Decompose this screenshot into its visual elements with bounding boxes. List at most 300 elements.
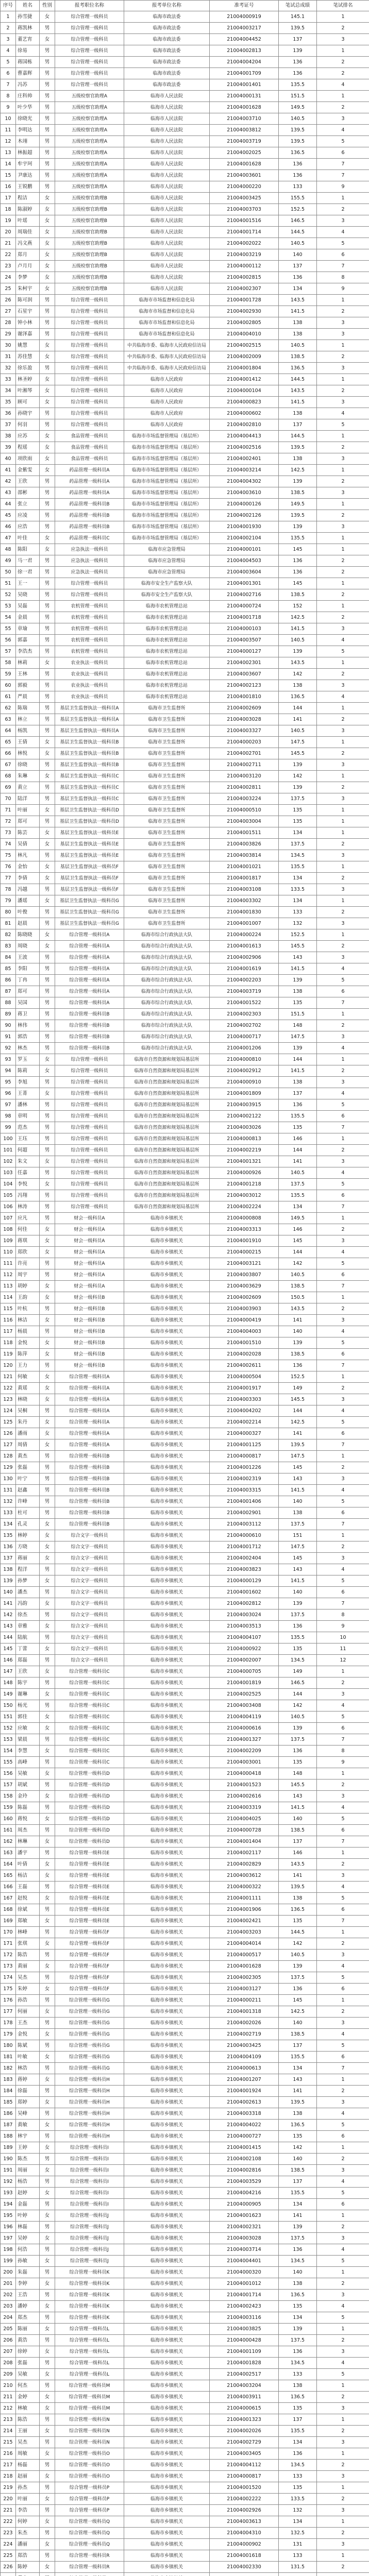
cell-name: 林涛 bbox=[16, 1201, 40, 1213]
cell-index: 34 bbox=[1, 385, 16, 397]
table-row bbox=[1, 1530, 369, 1541]
cell-rank: 3 bbox=[317, 793, 369, 805]
cell-score: 137 bbox=[279, 261, 317, 272]
table-row bbox=[1, 2335, 369, 2346]
cell-unit: 临海市人民法院 bbox=[124, 261, 210, 272]
cell-ticket: 21004003629 bbox=[210, 1281, 279, 1292]
cell-name: 杨晨 bbox=[16, 1326, 40, 1337]
cell-gender: 男 bbox=[40, 793, 55, 805]
cell-score: 137.5 bbox=[279, 839, 317, 850]
cell-name: 何浩 bbox=[16, 2244, 40, 2256]
cell-score: 134.5 bbox=[279, 2460, 317, 2471]
cell-ticket: 21004003719 bbox=[210, 986, 279, 997]
cell-index: 113 bbox=[1, 1281, 16, 1292]
cell-unit: 临海市乡镇机关 bbox=[124, 2063, 210, 2074]
cell-rank: 7 bbox=[317, 1916, 369, 1927]
cell-index: 25 bbox=[1, 283, 16, 295]
cell-ticket: 21004002609 bbox=[210, 1292, 279, 1303]
cell-rank: 1 bbox=[317, 827, 369, 839]
cell-gender: 男 bbox=[40, 1677, 55, 1689]
cell-score: 140 bbox=[279, 1326, 317, 1337]
cell-index: 173 bbox=[1, 1961, 16, 1972]
table-row bbox=[1, 2018, 369, 2029]
cell-index: 110 bbox=[1, 1247, 16, 1258]
cell-rank: 4 bbox=[317, 1405, 369, 1417]
cell-position: 药品管理一级科员B bbox=[55, 510, 124, 521]
cell-ticket: 21004000428 bbox=[210, 2335, 279, 2346]
cell-ticket: 21004003004 bbox=[210, 816, 279, 827]
cell-unit: 临海市政法委 bbox=[124, 68, 210, 79]
cell-position: 基层卫生监督执法一级科员E bbox=[55, 839, 124, 850]
table-row bbox=[1, 1734, 369, 1745]
cell-score: 137.5 bbox=[279, 1519, 317, 1530]
cell-score: 137 bbox=[279, 2414, 317, 2426]
table-row bbox=[1, 215, 369, 227]
cell-unit: 临海市农机管理总站 bbox=[124, 623, 210, 635]
table-row bbox=[1, 793, 369, 805]
cell-score: 136 bbox=[279, 272, 317, 283]
cell-index: 122 bbox=[1, 1383, 16, 1394]
cell-unit: 临海市人民法院 bbox=[124, 159, 210, 170]
cell-index: 54 bbox=[1, 612, 16, 623]
cell-rank: 1 bbox=[317, 703, 369, 714]
cell-unit: 中共临海市委、临海市人民政府信访局 bbox=[124, 340, 210, 351]
cell-index: 23 bbox=[1, 261, 16, 272]
cell-position: 综合管理一级科员H bbox=[55, 2131, 124, 2142]
cell-index: 156 bbox=[1, 1768, 16, 1780]
cell-rank: 2 bbox=[317, 748, 369, 759]
cell-index: 38 bbox=[1, 431, 16, 442]
cell-score: 141.5 bbox=[279, 623, 317, 635]
cell-index: 153 bbox=[1, 1734, 16, 1745]
cell-ticket: 21004003001 bbox=[210, 1757, 279, 1768]
table-row bbox=[1, 1780, 369, 1791]
cell-ticket: 21004002711 bbox=[210, 759, 279, 771]
cell-unit: 临海市乡镇机关 bbox=[124, 1337, 210, 1349]
cell-rank: 2 bbox=[317, 442, 369, 453]
table-row bbox=[1, 2312, 369, 2324]
cell-position: 综合管理一级科员 bbox=[55, 1179, 124, 1190]
cell-position: 综合管理一级科员C bbox=[55, 1734, 124, 1745]
cell-score: 144 bbox=[279, 1689, 317, 1700]
cell-rank: 2 bbox=[317, 1859, 369, 1870]
cell-unit: 临海市政法委 bbox=[124, 11, 210, 23]
table-row bbox=[1, 1405, 369, 1417]
cell-name: 金怡 bbox=[16, 861, 40, 873]
cell-unit: 临海市乡镇机关 bbox=[124, 1904, 210, 1916]
cell-name: 孙梦 bbox=[16, 1575, 40, 1587]
cell-index: 220 bbox=[1, 2494, 16, 2505]
table-row bbox=[1, 623, 369, 635]
cell-name: 吴敏 bbox=[16, 1768, 40, 1780]
cell-index: 6 bbox=[1, 68, 16, 79]
cell-rank: 4 bbox=[317, 1043, 369, 1054]
cell-name: 郑磊 bbox=[16, 1655, 40, 1666]
cell-ticket: 21004000808 bbox=[210, 1213, 279, 1224]
cell-position: 综合管理一级科员N bbox=[55, 2414, 124, 2426]
table-body bbox=[1, 11, 369, 2576]
cell-name: 黄瑶 bbox=[16, 1383, 40, 1394]
table-row bbox=[1, 1337, 369, 1349]
cell-gender: 女 bbox=[40, 1723, 55, 1734]
cell-gender: 男 bbox=[40, 1564, 55, 1575]
table-row bbox=[1, 1961, 369, 1972]
cell-name: 曹嘉辉 bbox=[16, 68, 40, 79]
cell-name: 杨凯 bbox=[16, 725, 40, 737]
cell-ticket: 21004003313 bbox=[210, 1224, 279, 1235]
cell-position: 基层卫生监督执法一级科员C bbox=[55, 771, 124, 782]
cell-gender: 女 bbox=[40, 1814, 55, 1825]
cell-unit: 临海市卫生监督所 bbox=[124, 771, 210, 782]
cell-index: 80 bbox=[1, 907, 16, 918]
cell-unit: 临海市乡镇机关 bbox=[124, 1814, 210, 1825]
table-row bbox=[1, 2528, 369, 2539]
table-row bbox=[1, 1247, 369, 1258]
cell-unit: 临海市农机管理总站 bbox=[124, 635, 210, 646]
cell-name: 林磊 bbox=[16, 2222, 40, 2233]
cell-rank: 1 bbox=[317, 805, 369, 816]
cell-name: 马一君 bbox=[16, 555, 40, 567]
table-row bbox=[1, 1609, 369, 1621]
cell-name: 许亮 bbox=[16, 1258, 40, 1269]
cell-name: 潘雨 bbox=[16, 1428, 40, 1439]
cell-gender: 男 bbox=[40, 1122, 55, 1133]
table-row bbox=[1, 533, 369, 544]
table-row bbox=[1, 941, 369, 952]
table-row bbox=[1, 1927, 369, 1938]
cell-gender: 男 bbox=[40, 2380, 55, 2392]
cell-position: 综合管理一级科员C bbox=[55, 1700, 124, 1711]
table-row bbox=[1, 1723, 369, 1734]
cell-index: 108 bbox=[1, 1224, 16, 1235]
cell-name: 应敏 bbox=[16, 1723, 40, 1734]
cell-score: 138.5 bbox=[279, 2165, 317, 2176]
cell-ticket: 21004000817 bbox=[210, 2471, 279, 2482]
cell-score: 133 bbox=[279, 907, 317, 918]
cell-unit: 临海市乡镇机关 bbox=[124, 2482, 210, 2494]
cell-index: 199 bbox=[1, 2256, 16, 2267]
cell-ticket: 21004002906 bbox=[210, 952, 279, 963]
cell-score: 134 bbox=[279, 2199, 317, 2210]
cell-name: 何丽 bbox=[16, 2006, 40, 2018]
cell-rank: 3 bbox=[317, 317, 369, 329]
cell-gender: 男 bbox=[40, 567, 55, 578]
cell-ticket: 21004002829 bbox=[210, 1859, 279, 1870]
cell-name: 郑月 bbox=[16, 249, 40, 261]
table-row bbox=[1, 2482, 369, 2494]
cell-unit: 临海市卫生监督所 bbox=[124, 759, 210, 771]
cell-ticket: 21004004010 bbox=[210, 329, 279, 340]
cell-ticket: 21004000220 bbox=[210, 181, 279, 193]
cell-score: 145 bbox=[279, 1462, 317, 1473]
cell-ticket: 21004002812 bbox=[210, 1598, 279, 1609]
cell-unit: 临海市市场监督管理局（基层所） bbox=[124, 533, 210, 544]
cell-name: 陈阳 bbox=[16, 544, 40, 555]
table-row bbox=[1, 2108, 369, 2120]
table-row bbox=[1, 2460, 369, 2471]
cell-unit: 临海市乡镇机关 bbox=[124, 1394, 210, 1405]
table-row bbox=[1, 2131, 369, 2142]
cell-score: 139 bbox=[279, 782, 317, 793]
cell-name: 何敏 bbox=[16, 1371, 40, 1383]
cell-rank bbox=[317, 2573, 369, 2576]
table-row bbox=[1, 159, 369, 170]
cell-index: 91 bbox=[1, 1031, 16, 1043]
cell-name: 林立 bbox=[16, 714, 40, 725]
cell-index: 14 bbox=[1, 159, 16, 170]
cell-unit: 临海市卫生监督所 bbox=[124, 827, 210, 839]
cell-name: 潘瑶 bbox=[16, 895, 40, 907]
cell-rank: 4 bbox=[317, 1167, 369, 1179]
cell-score: 144.5 bbox=[279, 374, 317, 385]
cell-gender: 女 bbox=[40, 2346, 55, 2358]
cell-name: 周晓 bbox=[16, 941, 40, 952]
cell-index: 90 bbox=[1, 1020, 16, 1031]
cell-position: 综合管理一级科员 bbox=[55, 589, 124, 601]
cell-ticket: 21004002117 bbox=[210, 1848, 279, 1859]
cell-name: 吴杰 bbox=[16, 2437, 40, 2448]
cell-unit: 临海市乡镇机关 bbox=[124, 1643, 210, 1655]
cell-ticket: 21004002330 bbox=[210, 2562, 279, 2573]
table-row bbox=[1, 442, 369, 453]
table-row bbox=[1, 2097, 369, 2108]
cell-index: 82 bbox=[1, 929, 16, 941]
table-row bbox=[1, 499, 369, 510]
table-row bbox=[1, 2550, 369, 2562]
cell-position: 综合文字一级科员 bbox=[55, 1553, 124, 1564]
cell-ticket: 21004000705 bbox=[210, 1666, 279, 1677]
cell-unit: 临海市乡镇机关 bbox=[124, 1405, 210, 1417]
cell-ticket: 21004002701 bbox=[210, 748, 279, 759]
cell-ticket: 21004001628 bbox=[210, 102, 279, 113]
cell-score: 135 bbox=[279, 2403, 317, 2414]
cell-position: 综合管理一级科员D bbox=[55, 1836, 124, 1848]
cell-ticket: 21004000322 bbox=[210, 1882, 279, 1893]
cell-score: 138 bbox=[279, 680, 317, 691]
cell-rank: 7 bbox=[317, 1201, 369, 1213]
cell-position: 综合管理一级科员I bbox=[55, 2142, 124, 2154]
cell-name: 郑可 bbox=[16, 816, 40, 827]
cell-gender: 女 bbox=[40, 1745, 55, 1757]
cell-position: 综合管理一级科员 bbox=[55, 1122, 124, 1133]
cell-gender: 女 bbox=[40, 2324, 55, 2335]
cell-rank: 6 bbox=[317, 1269, 369, 1281]
cell-rank: 1 bbox=[317, 1009, 369, 1020]
cell-score: 152.5 bbox=[279, 204, 317, 215]
cell-position: 综合文字一级科员 bbox=[55, 1643, 124, 1655]
cell-name: 梁晨 bbox=[16, 1734, 40, 1745]
cell-name: 林婷 bbox=[16, 1530, 40, 1541]
cell-unit: 临海市乡镇机关 bbox=[124, 1677, 210, 1689]
table-row bbox=[1, 1088, 369, 1099]
cell-name: 林莉 bbox=[16, 657, 40, 669]
table-row bbox=[1, 1587, 369, 1598]
cell-unit: 临海市乡镇机关 bbox=[124, 2414, 210, 2426]
cell-ticket: 21004004204 bbox=[210, 57, 279, 68]
cell-ticket: 21004001404 bbox=[210, 1836, 279, 1848]
cell-index: 27 bbox=[1, 306, 16, 317]
cell-position: 综合管理一级科员 bbox=[55, 1099, 124, 1111]
cell-unit: 临海市人民法院 bbox=[124, 125, 210, 136]
cell-unit: 临海市乡镇机关 bbox=[124, 1371, 210, 1383]
cell-ticket: 21004003812 bbox=[210, 125, 279, 136]
cell-index: 132 bbox=[1, 1496, 16, 1507]
cell-name: 黄丽 bbox=[16, 1961, 40, 1972]
cell-name: 徐乐盈 bbox=[16, 363, 40, 374]
cell-gender: 男 bbox=[40, 476, 55, 487]
cell-score: 137 bbox=[279, 34, 317, 45]
cell-unit: 临海市乡镇机关 bbox=[124, 1848, 210, 1859]
cell-position: 综合管理一级科员H bbox=[55, 2108, 124, 2120]
cell-gender: 女 bbox=[40, 1156, 55, 1167]
cell-unit: 临海市乡镇机关 bbox=[124, 2301, 210, 2312]
cell-position: 综合管理一级科员B bbox=[55, 1519, 124, 1530]
cell-rank: 2 bbox=[317, 1938, 369, 1950]
cell-index: 109 bbox=[1, 1235, 16, 1247]
cell-gender: 男 bbox=[40, 2312, 55, 2324]
cell-position: 基层卫生监督执法一级科员F bbox=[55, 884, 124, 895]
cell-name: 孙浩 bbox=[16, 1995, 40, 2006]
cell-name: 应苏 bbox=[16, 431, 40, 442]
cell-score: 143 bbox=[279, 1473, 317, 1485]
cell-unit: 临海市人民法院 bbox=[124, 181, 210, 193]
cell-gender: 男 bbox=[40, 317, 55, 329]
cell-name: 李倩 bbox=[16, 873, 40, 884]
cell-ticket: 21004001012 bbox=[210, 2278, 279, 2290]
cell-ticket: 21004001406 bbox=[210, 1496, 279, 1507]
cell-index: 116 bbox=[1, 1315, 16, 1326]
cell-index: 40 bbox=[1, 453, 16, 465]
cell-score: 144 bbox=[279, 1145, 317, 1156]
table-row bbox=[1, 1700, 369, 1711]
cell-index: 117 bbox=[1, 1326, 16, 1337]
cell-gender: 女 bbox=[40, 2074, 55, 2086]
table-row bbox=[1, 1507, 369, 1519]
cell-rank: 3 bbox=[317, 623, 369, 635]
cell-name: 黄敏 bbox=[16, 2120, 40, 2131]
table-header bbox=[1, 1, 369, 11]
cell-unit: 临海市卫生监督所 bbox=[124, 793, 210, 805]
cell-unit: 临海市乡镇机关 bbox=[124, 1258, 210, 1269]
cell-index: 99 bbox=[1, 1122, 16, 1133]
cell-name: 徐易 bbox=[16, 45, 40, 57]
cell-rank: 4 bbox=[317, 635, 369, 646]
cell-index: 112 bbox=[1, 1269, 16, 1281]
cell-unit: 临海市农机管理总站 bbox=[124, 691, 210, 703]
cell-ticket: 21004000419 bbox=[210, 1315, 279, 1326]
cell-score: 132 bbox=[279, 918, 317, 929]
cell-position: 综合管理一级科员R bbox=[55, 2550, 124, 2562]
cell-position: 综合管理一级科员C bbox=[55, 1745, 124, 1757]
cell-position: 综合管理一级科员L bbox=[55, 2346, 124, 2358]
cell-rank: 3 bbox=[317, 1473, 369, 1485]
table-row bbox=[1, 1190, 369, 1201]
cell-position: 财会一级科员B bbox=[55, 1303, 124, 1315]
table-row bbox=[1, 1791, 369, 1802]
cell-unit: 临海市乡镇机关 bbox=[124, 1553, 210, 1564]
cell-score: 141 bbox=[279, 1315, 317, 1326]
cell-unit: 临海市乡镇机关 bbox=[124, 1870, 210, 1882]
cell-rank: 4 bbox=[317, 408, 369, 419]
cell-gender: 男 bbox=[40, 170, 55, 181]
cell-name: 李旭 bbox=[16, 1077, 40, 1088]
cell-index: 41 bbox=[1, 465, 16, 476]
cell-index: 154 bbox=[1, 1745, 16, 1757]
cell-rank: 3 bbox=[317, 1553, 369, 1564]
cell-score: 136 bbox=[279, 2244, 317, 2256]
table-row bbox=[1, 1360, 369, 1371]
cell-gender: 女 bbox=[40, 374, 55, 385]
cell-score: 146 bbox=[279, 1848, 317, 1859]
cell-index: 29 bbox=[1, 329, 16, 340]
cell-ticket: 21004001623 bbox=[210, 2210, 279, 2222]
cell-rank: 6 bbox=[317, 1587, 369, 1598]
table-row bbox=[1, 1836, 369, 1848]
cell-name: 陈浩 bbox=[16, 1950, 40, 1961]
cell-index: 111 bbox=[1, 1258, 16, 1269]
cell-index: 98 bbox=[1, 1111, 16, 1122]
cell-rank: 7 bbox=[317, 159, 369, 170]
cell-ticket: 21004003303 bbox=[210, 1394, 279, 1405]
cell-gender: 男 bbox=[40, 1077, 55, 1088]
cell-position: 财会一级科员B bbox=[55, 1292, 124, 1303]
table-row bbox=[1, 2188, 369, 2199]
cell-rank: 6 bbox=[317, 1428, 369, 1439]
cell-gender: 女 bbox=[40, 249, 55, 261]
cell-score: 138 bbox=[279, 2108, 317, 2120]
cell-position: 综合管理一级科员H bbox=[55, 2074, 124, 2086]
cell-index: 211 bbox=[1, 2392, 16, 2403]
cell-rank: 1 bbox=[317, 2324, 369, 2335]
cell-score: 134 bbox=[279, 283, 317, 295]
cell-index: 129 bbox=[1, 1462, 16, 1473]
cell-position: 综合管理一级科员B bbox=[55, 1043, 124, 1054]
table-row bbox=[1, 1315, 369, 1326]
cell-ticket: 21004001804 bbox=[210, 363, 279, 374]
table-row bbox=[1, 1451, 369, 1462]
cell-score: 131.5 bbox=[279, 2562, 317, 2573]
cell-position: 综合管理一级科员G bbox=[55, 2006, 124, 2018]
cell-index: 87 bbox=[1, 986, 16, 997]
cell-index: 52 bbox=[1, 589, 16, 601]
cell-ticket: 21004001323 bbox=[210, 2414, 279, 2426]
cell-name: 王珏 bbox=[16, 1133, 40, 1145]
cell-score: 139.5 bbox=[279, 1882, 317, 1893]
cell-name: 何杰 bbox=[16, 2380, 40, 2392]
cell-name: 杨浩 bbox=[16, 2176, 40, 2188]
cell-name: 周杰 bbox=[16, 1825, 40, 1836]
cell-rank: 7 bbox=[317, 997, 369, 1009]
cell-score: 140 bbox=[279, 1814, 317, 1825]
cell-index: 225 bbox=[1, 2550, 16, 2562]
cell-score: 147.5 bbox=[279, 1451, 317, 1462]
cell-ticket: 21004000602 bbox=[210, 408, 279, 419]
cell-rank: 5 bbox=[317, 2040, 369, 2052]
cell-ticket: 21004000101 bbox=[210, 544, 279, 555]
cell-name: 何羽 bbox=[16, 419, 40, 431]
cell-position: 综合管理一级科员B bbox=[55, 1473, 124, 1485]
cell-position: 综合文字一级科员 bbox=[55, 1541, 124, 1553]
cell-ticket: 21004001301 bbox=[210, 578, 279, 589]
cell-index: 159 bbox=[1, 1802, 16, 1814]
cell-gender: 男 bbox=[40, 1927, 55, 1938]
cell-score: 139 bbox=[279, 646, 317, 657]
cell-name: 陈斌 bbox=[16, 2040, 40, 2052]
cell-unit: 临海市乡镇机关 bbox=[124, 2528, 210, 2539]
cell-rank: 4 bbox=[317, 2176, 369, 2188]
cell-name: 严晨 bbox=[16, 691, 40, 703]
cell-name: 蒋卫 bbox=[16, 1009, 40, 1020]
